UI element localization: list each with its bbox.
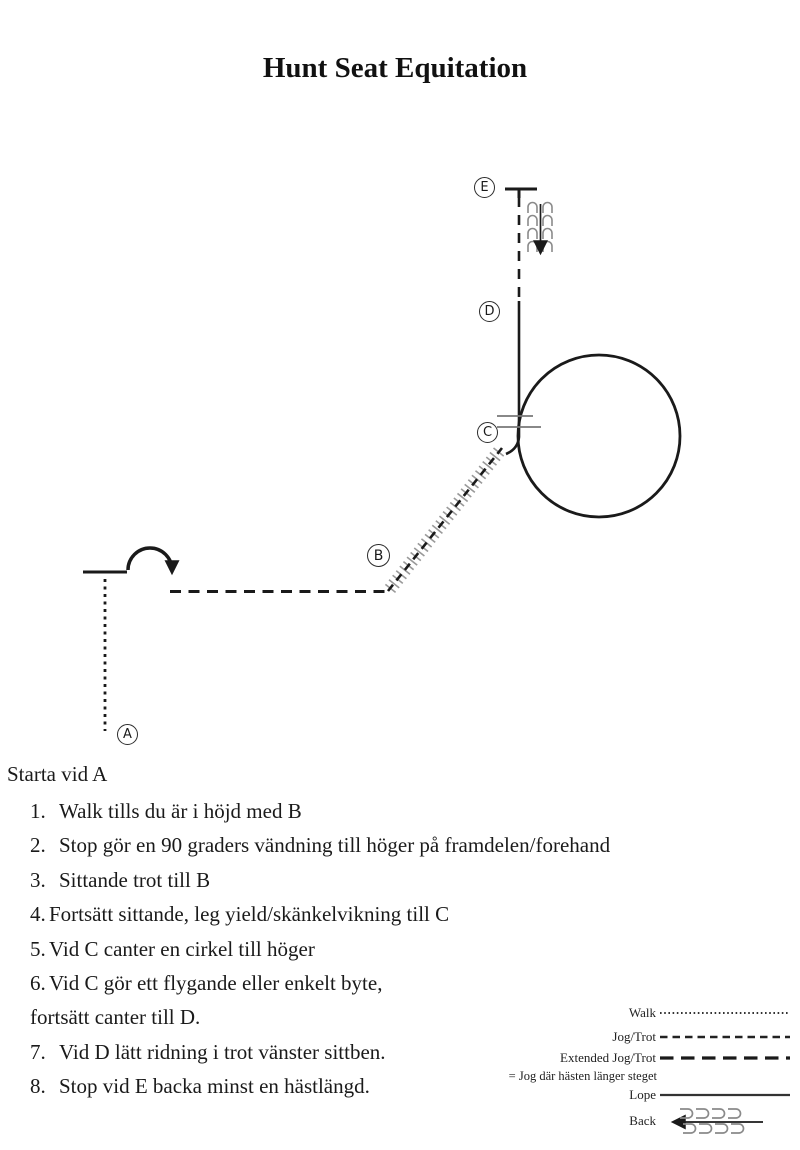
- instruction-step: [30, 897, 790, 931]
- instruction-step: [30, 932, 790, 966]
- marker-a-label: A: [123, 727, 132, 742]
- marker-a: [117, 724, 138, 745]
- canter-circle: [518, 355, 680, 517]
- instruction-step: [30, 863, 790, 897]
- instruction-list: [30, 794, 790, 1104]
- marker-c: [477, 422, 498, 443]
- marker-e-label: E: [480, 180, 489, 195]
- legend-label-back: Back: [629, 1113, 656, 1128]
- step-text: Sittande trot till B: [59, 867, 211, 892]
- step-number: 2.: [30, 833, 46, 858]
- instruction-step: [30, 794, 790, 828]
- start-instruction: Starta vid A: [7, 762, 108, 786]
- step-text: Stop vid E backa minst en hästlängd.: [59, 1074, 370, 1099]
- leg-yield-path: [388, 448, 502, 591]
- instruction-step: [30, 1069, 790, 1103]
- instruction-step: [30, 966, 790, 1000]
- instruction-step-continuation: [30, 1000, 790, 1034]
- step-text: Stop gör en 90 graders vändning till höger på framdelen/forehand: [59, 833, 611, 858]
- marker-d-label: D: [484, 304, 495, 319]
- marker-d: [479, 301, 500, 322]
- step-number: 8.: [30, 1074, 46, 1099]
- step-text: fortsätt canter till D.: [30, 1005, 201, 1030]
- legend-label-lope: Lope: [629, 1087, 656, 1102]
- legend-label-walk: Walk: [628, 1005, 656, 1020]
- step-text: Vid D lätt ridning i trot vänster sittben.: [59, 1039, 386, 1064]
- legend-label-extended-jog-trot: Extended Jog/Trot: [560, 1050, 656, 1065]
- marker-b: [367, 544, 390, 567]
- step-text: Vid C canter en cirkel till höger: [49, 936, 315, 961]
- marker-e: [474, 177, 495, 198]
- step-text: Vid C gör ett flygande eller enkelt byte,: [49, 970, 383, 995]
- step-number: 3.: [30, 867, 46, 892]
- stop-bar-e: [505, 189, 537, 198]
- step-text: Walk tills du är i höjd med B: [59, 799, 302, 823]
- step-text: Fortsätt sittande, leg yield/skänkelvikning till C: [49, 902, 450, 927]
- marker-b-label: B: [373, 547, 384, 564]
- step-number: 5.: [30, 936, 46, 961]
- step-number: 1.: [30, 799, 46, 823]
- turn-arc-arrow: [128, 548, 172, 570]
- step-number: 4.: [30, 902, 46, 927]
- page-title: Hunt Seat Equitation: [262, 52, 528, 84]
- instruction-step: [30, 828, 790, 862]
- legend-note: = Jog där hästen länger steget: [508, 1069, 657, 1083]
- marker-c-label: C: [482, 425, 493, 440]
- step-number: 6.: [30, 970, 46, 995]
- legend-label-jog-trot: Jog/Trot: [612, 1029, 656, 1044]
- step-number: 7.: [30, 1039, 46, 1064]
- legend-back-hoofprints: [680, 1109, 744, 1133]
- instruction-step: [30, 1035, 790, 1069]
